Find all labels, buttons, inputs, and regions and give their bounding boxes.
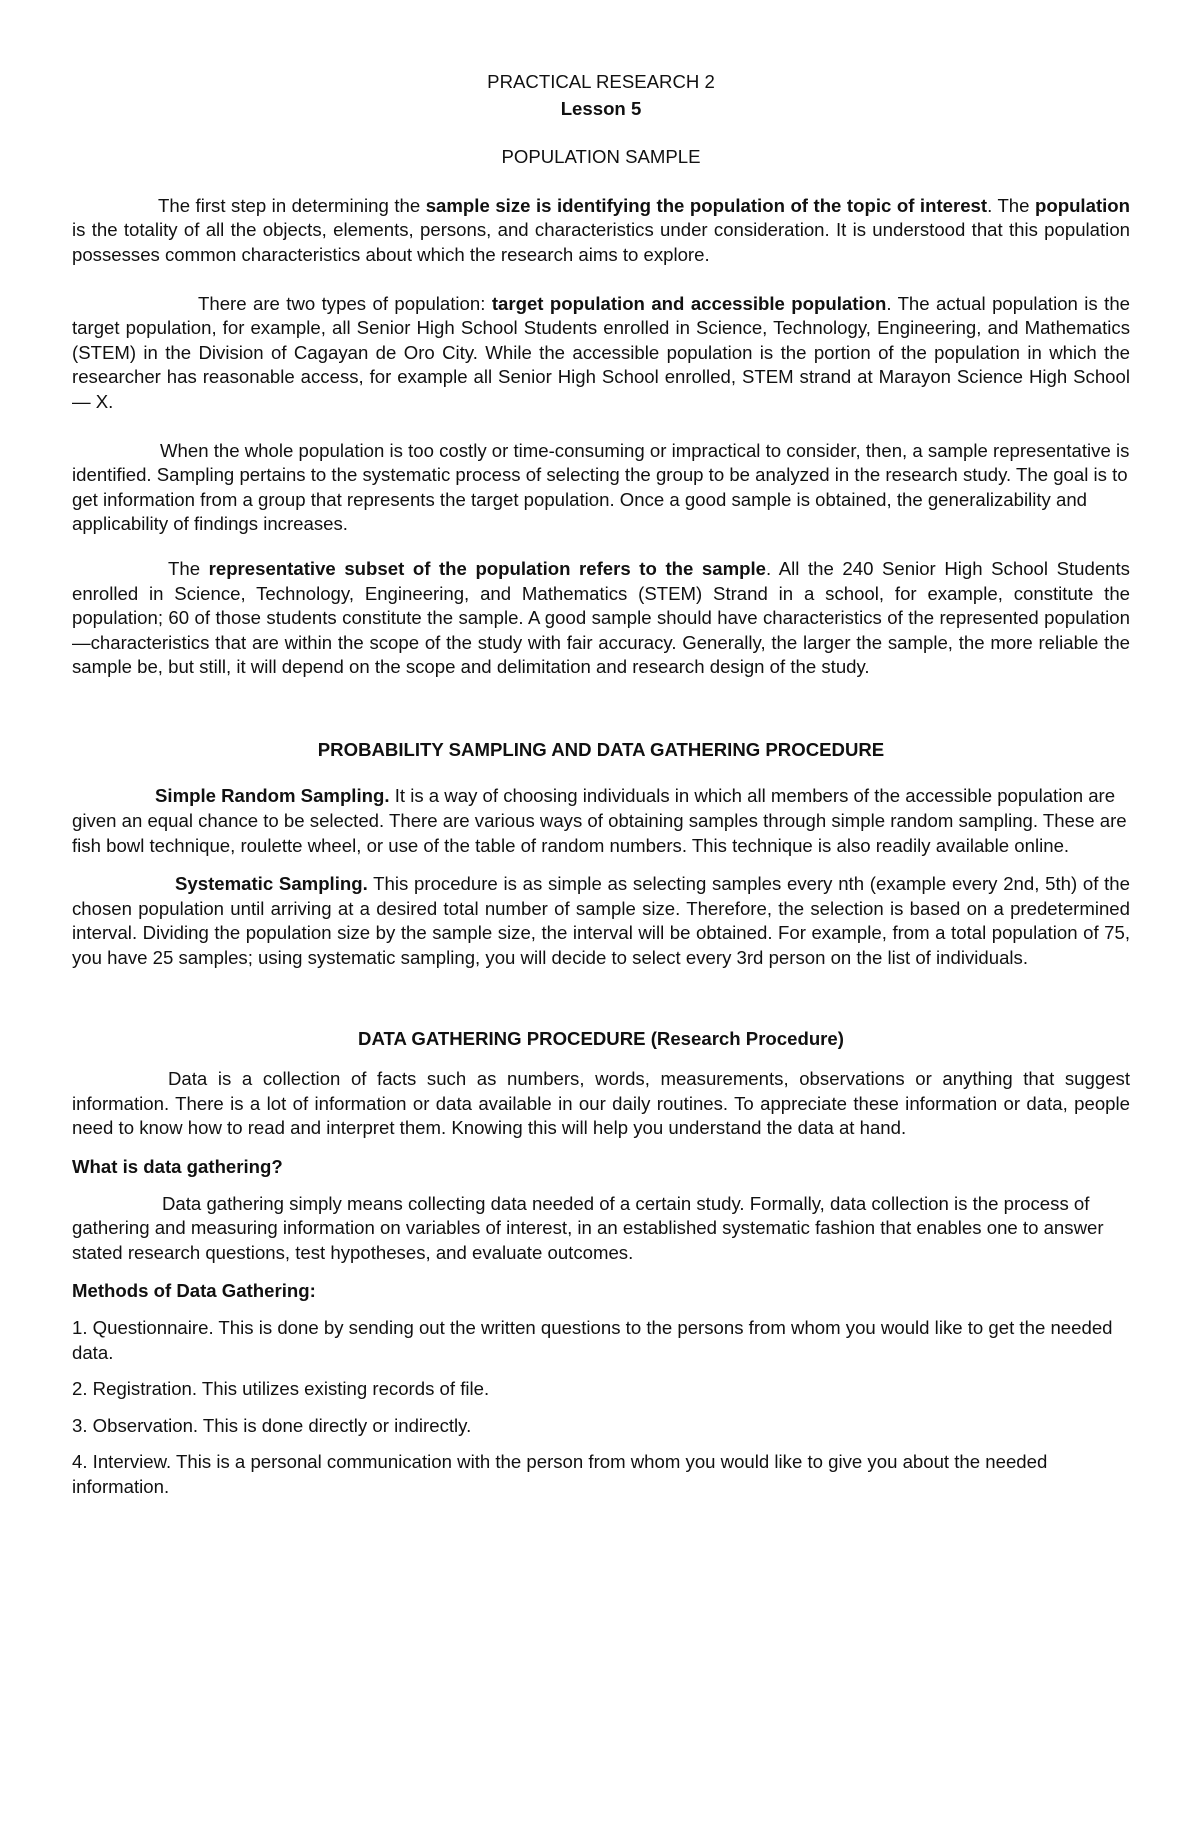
method-item-interview: 4. Interview. This is a personal communication with the person from whom you would like to give you about the needed information. bbox=[72, 1451, 1048, 1497]
population-sample-heading: POPULATION SAMPLE bbox=[501, 146, 701, 168]
bold-phrase: target population and accessible population bbox=[491, 292, 887, 314]
bold-phrase: representative subset of the population refers to the sample bbox=[208, 557, 766, 579]
bold-phrase: sample size is identifying the population of the topic of interest bbox=[425, 194, 988, 216]
population-paragraph-2: There are two types of population: target population and accessible population. The actual population is the target population, for example, all Senior High School Students enrolled in Science, Technology, Engineering, and Mathematics (STEM) in the Division of Cagayan de Oro City. While the accessible population is the portion of the population in which the researcher has reasonable access, for example all Senior High School enrolled, STEM strand at Marayon Science High School — X. bbox=[72, 292, 1130, 412]
document-title: PRACTICAL RESEARCH 2 bbox=[487, 71, 715, 92]
what-is-data-gathering-heading: What is data gathering? bbox=[72, 1156, 283, 1177]
population-paragraph-3: When the whole population is too costly or time-consuming or impractical to consider, then, a sample representative is identified. Sampling pertains to the systematic process of selecting the group to be analyzed in the research study. The goal is to get information from a group that represents the target population. Once a good sample is obtained, the generalizability and applicability of findings increases. bbox=[72, 439, 1130, 535]
population-paragraph-1: The first step in determining the sample size is identifying the population of the topic of interest. The population is the totality of all the objects, elements, persons, and characteristics under consideration. It is understood that this population possesses common characteristics about which the research aims to explore. bbox=[72, 194, 1131, 265]
data-paragraph-2: Data gathering simply means collecting data needed of a certain study. Formally, data collection is the process of gathering and measuring information on variables of interest, in an established systematic fashion that enables one to answer stated research questions, test hypotheses, and evaluate outcomes. bbox=[72, 1192, 1104, 1263]
data-paragraph-1: Data is a collection of facts such as numbers, words, measurements, observations or anything that suggest information. There is a lot of information or data available in our daily routines. To appreciate these information or data, people need to know how to read and interpret them. Knowing this will help you understand the data at hand. bbox=[72, 1068, 1130, 1139]
method-item-observation: 3. Observation. This is done directly or indirectly. bbox=[72, 1414, 472, 1436]
data-gathering-heading: DATA GATHERING PROCEDURE (Research Procedure) bbox=[358, 1027, 844, 1049]
lesson-number: Lesson 5 bbox=[560, 97, 642, 119]
bold-term-population: population bbox=[1035, 194, 1131, 216]
simple-random-sampling-paragraph: Simple Random Sampling. It is a way of choosing individuals in which all members of the accessible population are given an equal chance to be selected. There are various ways of obtaining samples through simple random sampling. These are fish bowl technique, roulette wheel, or use of the table of random numbers. This technique is also readily available online. bbox=[72, 785, 1127, 856]
simple-random-sampling-label: Simple Random Sampling. bbox=[155, 785, 390, 807]
methods-heading: Methods of Data Gathering: bbox=[72, 1280, 316, 1302]
systematic-sampling-label: Systematic Sampling. bbox=[175, 873, 368, 895]
population-paragraph-4: The representative subset of the population refers to the sample. All the 240 Senior High School Students enrolled in Science, Technology, Engineering, and Mathematics (STEM) Strand in a school, for example, constitute the population; 60 of those students constitute the sample. A good sample should have characteristics of the represented population —characteristics that are within the scope of the study with fair accuracy. Generally, the larger the sample, the more reliable the sample be, but still, it will depend on the scope and delimitation and research design of the study. bbox=[72, 557, 1130, 678]
method-item-questionnaire: 1. Questionnaire. This is done by sending out the written questions to the persons from whom you would like to get the needed data. bbox=[72, 1316, 1113, 1363]
systematic-sampling-paragraph: Systematic Sampling. This procedure is as simple as selecting samples every nth (example every 2nd, 5th) of the chosen population until arriving at a desired total number of sample size. Therefore, the selection is based on a predetermined interval. Dividing the population size by the sample size, the interval will be obtained. For example, from a total population of 75, you have 25 samples; using systematic sampling, you will decide to select every 3rd person on the list of individuals. bbox=[72, 873, 1130, 969]
probability-sampling-heading: PROBABILITY SAMPLING AND DATA GATHERING PROCEDURE bbox=[317, 738, 885, 760]
method-item-registration: 2. Registration. This utilizes existing records of file. bbox=[72, 1378, 490, 1400]
